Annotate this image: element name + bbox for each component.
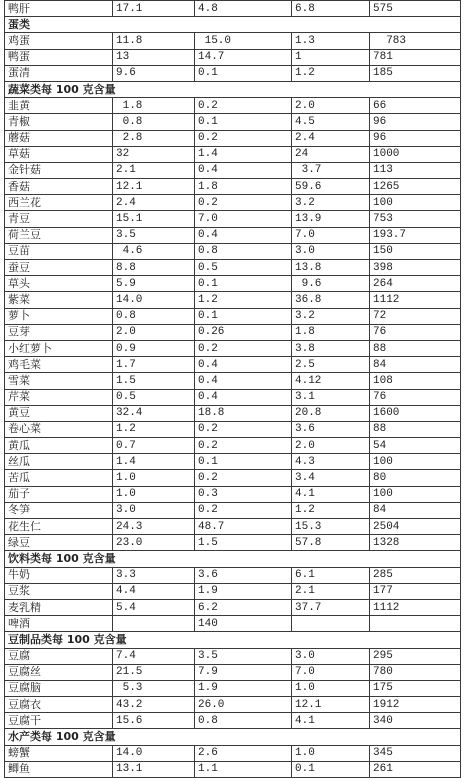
food-name-cell: 豆苗 [5,243,113,259]
fat-cell: 0.1 [195,308,292,324]
carbohydrate-cell: 0.1 [292,761,370,777]
table-row [5,421,461,437]
protein-cell: 7.4 [113,648,195,664]
table-row [5,146,461,162]
fat-cell: 0.2 [195,195,292,211]
fat-cell: 0.2 [195,130,292,146]
carbohydrate-cell: 13.8 [292,260,370,276]
table-row [5,567,461,583]
table-row [5,438,461,454]
protein-cell: 13 [113,49,195,65]
fat-cell: 0.8 [195,713,292,729]
food-name-cell: 苦瓜 [5,470,113,486]
protein-cell: 15.6 [113,713,195,729]
food-name-cell: 豆芽 [5,324,113,340]
table-row [5,292,461,308]
section-title: 蛋类 [5,17,461,33]
food-name-cell: 豆腐干 [5,713,113,729]
protein-cell: 23.0 [113,535,195,551]
food-name-cell: 鸭肝 [5,1,113,17]
energy-cell: 264 [370,276,461,292]
food-name-cell: 鲫鱼 [5,761,113,777]
fat-cell: 0.2 [195,502,292,518]
section-header-row [5,551,461,567]
energy-cell: 100 [370,195,461,211]
table-row [5,211,461,227]
energy-cell: 76 [370,324,461,340]
food-name-cell: 蚕豆 [5,260,113,276]
carbohydrate-cell: 2.0 [292,438,370,454]
energy-cell: 175 [370,680,461,696]
protein-cell: 0.8 [113,114,195,130]
fat-cell: 0.8 [195,243,292,259]
protein-cell: 8.8 [113,260,195,276]
carbohydrate-cell: 2.1 [292,583,370,599]
food-name-cell: 小红萝卜 [5,340,113,356]
protein-cell: 3.3 [113,567,195,583]
protein-cell: 3.0 [113,502,195,518]
protein-cell: 11.8 [113,33,195,49]
energy-cell: 1912 [370,697,461,713]
table-row [5,179,461,195]
carbohydrate-cell: 24 [292,146,370,162]
energy-cell: 345 [370,745,461,761]
energy-cell: 1000 [370,146,461,162]
energy-cell: 84 [370,502,461,518]
protein-cell: 2.4 [113,195,195,211]
protein-cell: 2.8 [113,130,195,146]
food-name-cell: 螃蟹 [5,745,113,761]
fat-cell: 1.8 [195,179,292,195]
energy-cell: 80 [370,470,461,486]
table-row [5,713,461,729]
table-row [5,373,461,389]
protein-cell: 2.1 [113,162,195,178]
fat-cell: 0.4 [195,373,292,389]
energy-cell: 84 [370,357,461,373]
section-title: 水产类每 100 克含量 [5,729,461,745]
carbohydrate-cell: 3.4 [292,470,370,486]
fat-cell: 0.2 [195,470,292,486]
energy-cell: 398 [370,260,461,276]
carbohydrate-cell: 3.8 [292,340,370,356]
section-title: 蔬菜类每 100 克含量 [5,81,461,97]
carbohydrate-cell: 2.4 [292,130,370,146]
table-row [5,535,461,551]
fat-cell: 6.2 [195,599,292,615]
carbohydrate-cell: 1.8 [292,324,370,340]
fat-cell: 14.7 [195,49,292,65]
energy-cell: 66 [370,98,461,114]
energy-cell: 96 [370,114,461,130]
carbohydrate-cell: 6.8 [292,1,370,17]
energy-cell: 193.7 [370,227,461,243]
fat-cell: 48.7 [195,519,292,535]
fat-cell: 0.1 [195,114,292,130]
energy-cell: 1265 [370,179,461,195]
food-name-cell: 芹菜 [5,389,113,405]
table-row [5,583,461,599]
food-name-cell: 青豆 [5,211,113,227]
table-row [5,664,461,680]
fat-cell: 0.26 [195,324,292,340]
protein-cell: 21.5 [113,664,195,680]
food-name-cell: 蛋清 [5,65,113,81]
protein-cell: 32 [113,146,195,162]
food-name-cell: 豆腐脑 [5,680,113,696]
carbohydrate-cell: 59.6 [292,179,370,195]
carbohydrate-cell: 3.7 [292,162,370,178]
table-row [5,243,461,259]
carbohydrate-cell: 3.0 [292,243,370,259]
fat-cell: 26.0 [195,697,292,713]
protein-cell: 1.4 [113,454,195,470]
food-name-cell: 鸡毛菜 [5,357,113,373]
protein-cell: 0.7 [113,438,195,454]
table-row [5,486,461,502]
table-row [5,454,461,470]
carbohydrate-cell: 3.1 [292,389,370,405]
fat-cell: 7.9 [195,664,292,680]
carbohydrate-cell: 1.3 [292,33,370,49]
fat-cell: 0.2 [195,421,292,437]
table-row [5,340,461,356]
table-row [5,162,461,178]
protein-cell: 14.0 [113,292,195,308]
table-row [5,761,461,777]
food-name-cell: 鸭蛋 [5,49,113,65]
carbohydrate-cell: 1.2 [292,65,370,81]
carbohydrate-cell: 1.0 [292,680,370,696]
carbohydrate-cell: 3.0 [292,648,370,664]
energy-cell: 1112 [370,599,461,615]
carbohydrate-cell: 12.1 [292,697,370,713]
food-name-cell: 香菇 [5,179,113,195]
energy-cell [370,616,461,632]
fat-cell: 0.1 [195,276,292,292]
protein-cell: 3.5 [113,227,195,243]
fat-cell: 15.0 [195,33,292,49]
protein-cell: 1.2 [113,421,195,437]
carbohydrate-cell: 1.2 [292,502,370,518]
fat-cell: 0.3 [195,486,292,502]
table-row [5,502,461,518]
carbohydrate-cell: 15.3 [292,519,370,535]
table-row [5,308,461,324]
energy-cell: 100 [370,486,461,502]
food-name-cell: 韭黄 [5,98,113,114]
fat-cell: 0.2 [195,438,292,454]
energy-cell: 96 [370,130,461,146]
fat-cell: 0.1 [195,454,292,470]
section-title: 豆制品类每 100 克含量 [5,632,461,648]
table-row [5,227,461,243]
protein-cell: 13.1 [113,761,195,777]
protein-cell: 32.4 [113,405,195,421]
section-header-row [5,81,461,97]
carbohydrate-cell: 9.6 [292,276,370,292]
food-name-cell: 卷心菜 [5,421,113,437]
energy-cell: 783 [370,33,461,49]
protein-cell: 2.0 [113,324,195,340]
table-row [5,616,461,632]
food-name-cell: 冬笋 [5,502,113,518]
energy-cell: 575 [370,1,461,17]
energy-cell: 295 [370,648,461,664]
protein-cell: 12.1 [113,179,195,195]
fat-cell: 1.9 [195,583,292,599]
energy-cell: 88 [370,340,461,356]
table-row [5,470,461,486]
table-row [5,357,461,373]
table-row [5,697,461,713]
table-row [5,324,461,340]
energy-cell: 108 [370,373,461,389]
protein-cell: 0.9 [113,340,195,356]
protein-cell: 17.1 [113,1,195,17]
energy-cell: 1328 [370,535,461,551]
protein-cell: 5.4 [113,599,195,615]
fat-cell: 1.1 [195,761,292,777]
fat-cell: 0.4 [195,162,292,178]
carbohydrate-cell: 13.9 [292,211,370,227]
protein-cell: 1.7 [113,357,195,373]
table-row [5,599,461,615]
fat-cell: 0.1 [195,65,292,81]
energy-cell: 781 [370,49,461,65]
food-name-cell: 啤酒 [5,616,113,632]
table-row [5,49,461,65]
table-row [5,405,461,421]
carbohydrate-cell: 57.8 [292,535,370,551]
protein-cell: 15.1 [113,211,195,227]
energy-cell: 76 [370,389,461,405]
food-name-cell: 豆腐衣 [5,697,113,713]
energy-cell: 88 [370,421,461,437]
energy-cell: 150 [370,243,461,259]
carbohydrate-cell: 2.0 [292,98,370,114]
food-name-cell: 金针菇 [5,162,113,178]
carbohydrate-cell: 4.1 [292,713,370,729]
food-name-cell: 蘑菇 [5,130,113,146]
table-row [5,276,461,292]
carbohydrate-cell: 37.7 [292,599,370,615]
food-name-cell: 黄豆 [5,405,113,421]
carbohydrate-cell: 1 [292,49,370,65]
carbohydrate-cell [292,616,370,632]
table-row [5,648,461,664]
food-name-cell: 豆腐丝 [5,664,113,680]
fat-cell: 7.0 [195,211,292,227]
section-header-row [5,632,461,648]
energy-cell: 2504 [370,519,461,535]
protein-cell: 1.0 [113,486,195,502]
food-name-cell: 麦乳精 [5,599,113,615]
table-row [5,1,461,17]
food-name-cell: 草菇 [5,146,113,162]
energy-cell: 177 [370,583,461,599]
food-name-cell: 牛奶 [5,567,113,583]
carbohydrate-cell: 3.6 [292,421,370,437]
carbohydrate-cell: 20.8 [292,405,370,421]
food-name-cell: 萝卜 [5,308,113,324]
protein-cell: 4.6 [113,243,195,259]
table-row [5,65,461,81]
food-name-cell: 黄瓜 [5,438,113,454]
protein-cell: 43.2 [113,697,195,713]
fat-cell: 18.8 [195,405,292,421]
carbohydrate-cell: 7.0 [292,227,370,243]
fat-cell: 3.6 [195,567,292,583]
food-name-cell: 花生仁 [5,519,113,535]
nutrition-table [4,0,461,778]
table-row [5,389,461,405]
energy-cell: 72 [370,308,461,324]
fat-cell: 140 [195,616,292,632]
fat-cell: 1.4 [195,146,292,162]
fat-cell: 1.5 [195,535,292,551]
food-name-cell: 西兰花 [5,195,113,211]
fat-cell: 0.4 [195,227,292,243]
energy-cell: 753 [370,211,461,227]
energy-cell: 54 [370,438,461,454]
section-header-row [5,729,461,745]
food-name-cell: 豆浆 [5,583,113,599]
fat-cell: 4.8 [195,1,292,17]
fat-cell: 0.4 [195,357,292,373]
energy-cell: 113 [370,162,461,178]
energy-cell: 261 [370,761,461,777]
protein-cell: 9.6 [113,65,195,81]
protein-cell: 0.8 [113,308,195,324]
fat-cell: 2.6 [195,745,292,761]
table-row [5,114,461,130]
carbohydrate-cell: 2.5 [292,357,370,373]
food-name-cell: 紫菜 [5,292,113,308]
energy-cell: 100 [370,454,461,470]
fat-cell: 3.5 [195,648,292,664]
table-row [5,745,461,761]
carbohydrate-cell: 3.2 [292,308,370,324]
section-title: 饮料类每 100 克含量 [5,551,461,567]
fat-cell: 0.4 [195,389,292,405]
food-name-cell: 荷兰豆 [5,227,113,243]
nutrition-table-body [5,1,461,778]
protein-cell: 24.3 [113,519,195,535]
energy-cell: 340 [370,713,461,729]
protein-cell: 1.0 [113,470,195,486]
energy-cell: 780 [370,664,461,680]
section-header-row [5,17,461,33]
food-name-cell: 茄子 [5,486,113,502]
protein-cell: 5.3 [113,680,195,696]
table-row [5,680,461,696]
fat-cell: 1.9 [195,680,292,696]
carbohydrate-cell: 36.8 [292,292,370,308]
table-row [5,519,461,535]
table-row [5,260,461,276]
table-row [5,195,461,211]
energy-cell: 1600 [370,405,461,421]
food-name-cell: 草头 [5,276,113,292]
carbohydrate-cell: 4.5 [292,114,370,130]
carbohydrate-cell: 3.2 [292,195,370,211]
energy-cell: 185 [370,65,461,81]
carbohydrate-cell: 6.1 [292,567,370,583]
carbohydrate-cell: 4.1 [292,486,370,502]
protein-cell: 1.5 [113,373,195,389]
food-name-cell: 丝瓜 [5,454,113,470]
fat-cell: 0.2 [195,340,292,356]
fat-cell: 0.5 [195,260,292,276]
carbohydrate-cell: 1.0 [292,745,370,761]
protein-cell [113,616,195,632]
table-row [5,33,461,49]
protein-cell: 0.5 [113,389,195,405]
fat-cell: 0.2 [195,98,292,114]
food-name-cell: 豆腐 [5,648,113,664]
fat-cell: 1.2 [195,292,292,308]
protein-cell: 5.9 [113,276,195,292]
food-name-cell: 鸡蛋 [5,33,113,49]
carbohydrate-cell: 4.3 [292,454,370,470]
protein-cell: 14.0 [113,745,195,761]
energy-cell: 1112 [370,292,461,308]
energy-cell: 285 [370,567,461,583]
carbohydrate-cell: 4.12 [292,373,370,389]
protein-cell: 1.8 [113,98,195,114]
food-name-cell: 青椒 [5,114,113,130]
food-name-cell: 雪菜 [5,373,113,389]
table-row [5,98,461,114]
food-name-cell: 绿豆 [5,535,113,551]
table-row [5,130,461,146]
protein-cell: 4.4 [113,583,195,599]
carbohydrate-cell: 7.0 [292,664,370,680]
